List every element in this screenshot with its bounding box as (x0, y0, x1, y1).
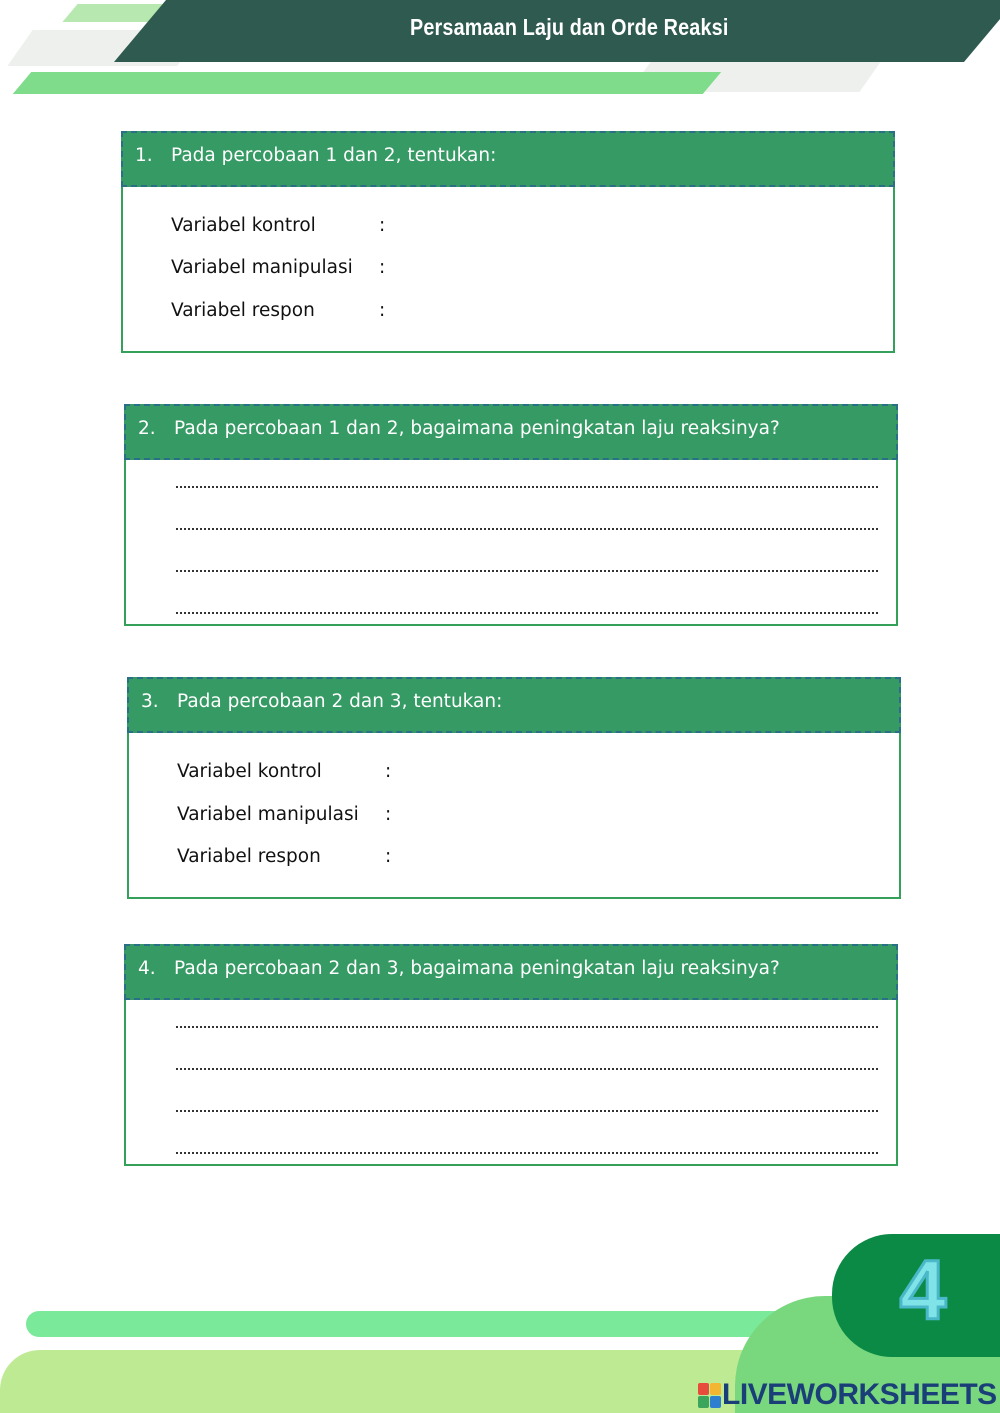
answer-line[interactable] (176, 1026, 878, 1028)
field-label: Variabel kontrol (171, 215, 316, 236)
answer-line[interactable] (176, 1152, 878, 1154)
field-label: Variabel manipulasi (177, 804, 359, 825)
answer-line[interactable] (176, 612, 878, 614)
field-row[interactable] (171, 215, 385, 236)
answer-line[interactable] (176, 486, 878, 488)
question-number: 4. (138, 958, 156, 979)
question-text: Pada percobaan 1 dan 2, tentukan: (171, 145, 497, 166)
page-number: 4 (899, 1243, 947, 1337)
field-row[interactable] (171, 300, 385, 321)
field-label: Variabel respon (171, 300, 315, 321)
field-separator: : (385, 804, 392, 825)
field-row[interactable] (171, 257, 385, 278)
answer-line[interactable] (176, 528, 878, 530)
footer-bar (26, 1311, 796, 1337)
question-header-1 (121, 131, 895, 187)
field-row[interactable] (177, 761, 391, 782)
question-number: 1. (135, 145, 153, 166)
brand-name: LIVEWORKSHEETS (722, 1378, 997, 1411)
field-row[interactable] (177, 804, 391, 825)
field-label: Variabel manipulasi (171, 257, 353, 278)
liveworksheets-logo[interactable] (698, 1378, 997, 1412)
question-number: 2. (138, 418, 156, 439)
question-header-4 (124, 944, 898, 1000)
field-label: Variabel kontrol (177, 761, 322, 782)
answer-line[interactable] (176, 1110, 878, 1112)
field-separator: : (385, 761, 392, 782)
question-header-3 (127, 677, 901, 733)
question-text: Pada percobaan 2 dan 3, bagaimana peningkatan laju reaksinya? (174, 958, 780, 979)
field-label: Variabel respon (177, 846, 321, 867)
footer-band (0, 1350, 820, 1413)
question-header-2 (124, 404, 898, 460)
field-separator: : (379, 257, 386, 278)
field-row[interactable] (177, 846, 391, 867)
field-separator: : (379, 300, 386, 321)
question-card-1 (121, 131, 895, 353)
answer-line[interactable] (176, 570, 878, 572)
field-separator: : (385, 846, 392, 867)
answer-line[interactable] (176, 1068, 878, 1070)
header-stripe-green (13, 72, 721, 94)
question-number: 3. (141, 691, 159, 712)
question-text: Pada percobaan 1 dan 2, bagaimana peningkatan laju reaksinya? (174, 418, 780, 439)
question-card-2 (124, 404, 898, 626)
liveworksheets-logo-icon (698, 1383, 720, 1407)
question-card-3 (127, 677, 901, 899)
question-text: Pada percobaan 2 dan 3, tentukan: (177, 691, 503, 712)
page-title: Persamaan Laju dan Orde Reaksi (410, 14, 729, 40)
field-separator: : (379, 215, 386, 236)
question-card-4 (124, 944, 898, 1166)
